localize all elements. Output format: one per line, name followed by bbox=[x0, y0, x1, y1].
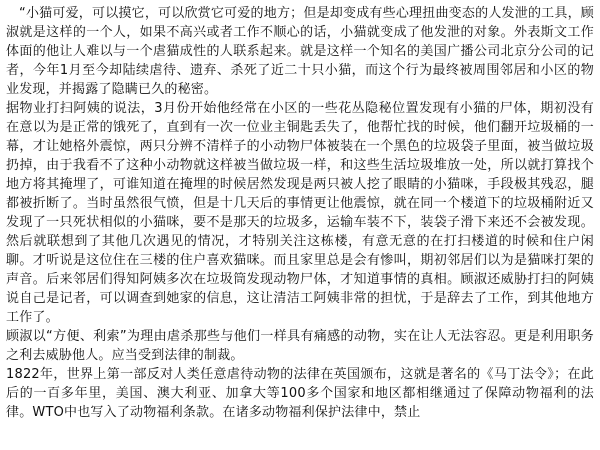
document-body bbox=[6, 4, 594, 422]
paragraph-property-account: 据物业打扫阿姨的说法，3月份开始他经常在小区的一些花丛隐秘位置发现有小猫的尸体，期初没有在意以为是正常的饿死了，直到有一次一位业主铜匙丢失了，他帮忙找的时候，他们翻开垃圾桶的一幕，才让她格外震惊，两只分辨不清样子的小动物尸体被装在一个黑色的垃圾袋子里面，被当做垃圾扔掉，由于我看不了这种小动物就这样被当做垃圾一样，和这些生活垃圾堆放一处，所以就打算找个地方将其掩埋了，可谁知道在掩埋的时候居然发现是两只被人挖了眼睛的小猫咪，手段极其残忍，腿都被折断了。当时虽然很气愤，但是十几天后的事情更让他震惊，就在同一个楼道下的垃圾桶附近又发现了一只死状相似的小猫咪，要不是那天的垃圾多，运输车装不下，装袋子滑下来还不会被发现。然后就联想到了其他几次遇见的情况，才特别关注这栋楼，有意无意的在打扫楼道的时候和住户闲聊。才听说是这位住在三楼的住户喜欢猫咪。而且家里总是会有惨叫，期初邻居们以为是猫咪打架的声音。后来邻居们得知阿姨多次在垃圾筒发现动物尸体，才知道事情的真相。顾淑还威胁打扫的阿姨说自己是记者，可以调查到她家的信息，这让清洁工阿姨非常的担忧，于是辞去了工作，到其他地方工作了。 bbox=[6, 101, 594, 325]
paragraph-legal-history: 1822年，世界上第一部反对人类任意虐待动物的法律在英国颁布，这就是著名的《马丁法令》；在此后的一百多年里，美国、澳大利亚、加拿大等100多个国家和地区都相继通过了保障动物福利的法律。WTO中也写入了动物福利条款。在诸多动物福利保护法律中，禁止 bbox=[6, 367, 594, 420]
paragraph-intro: “小猫可爱，可以摸它，可以欣赏它可爱的地方；但是却变成有些心理扭曲变态的人发泄的工具，顾淑就是这样的一个人，如果不高兴或者工作不顺心的话，小猫就变成了他发泄的对象。外表斯文工作体面的他让人难以与一个虐猫成性的人联系起来。就是这样一个知名的美国广播公司北京分公司的记者，今年1月至今却陆续虐待、遗弃、杀死了近二十只小猫，而这个行为最终被周围邻居和小区的物业发现，并揭露了隐瞒已久的秘密。 bbox=[6, 6, 594, 97]
paragraph-condemnation: 顾淑以“方便、利索”为理由虐杀那些与他们一样具有痛感的动物，实在让人无法容忍。更是利用职务之利去威胁他人。应当受到法律的制裁。 bbox=[6, 329, 594, 363]
